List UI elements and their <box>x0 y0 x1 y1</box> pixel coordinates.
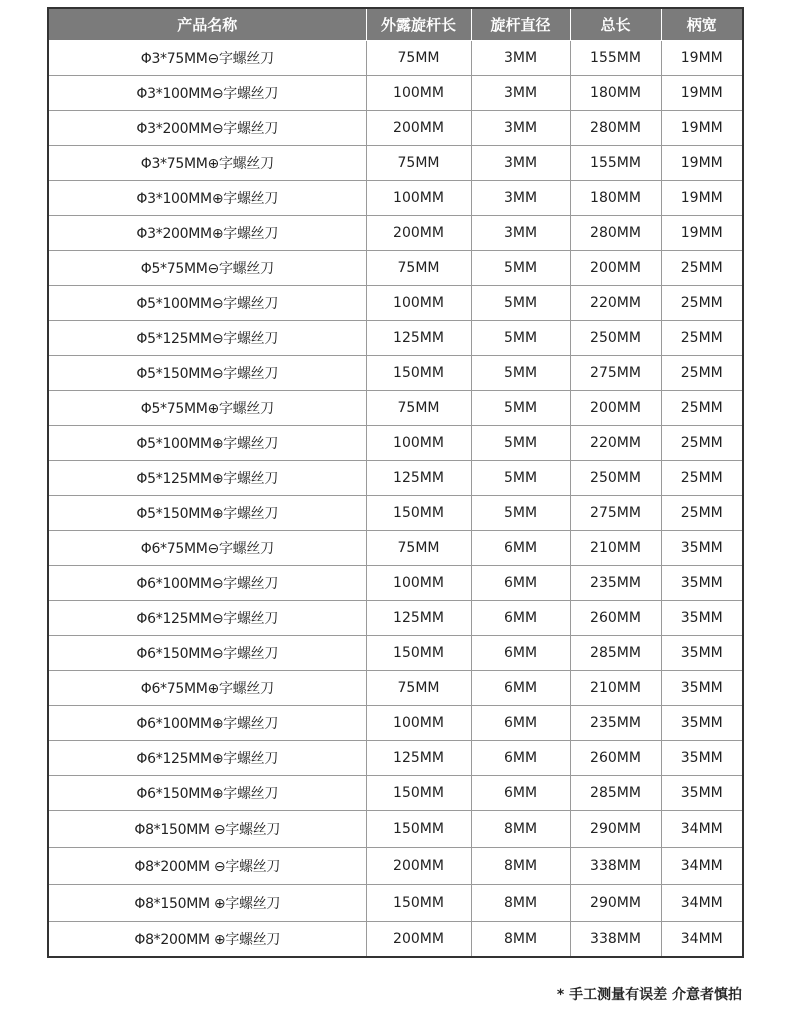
total-length-cell: 155MM <box>570 41 661 76</box>
total-length-cell: 250MM <box>570 461 661 496</box>
total-length-cell: 285MM <box>570 776 661 811</box>
table-row <box>48 251 743 286</box>
exposed-length-cell: 200MM <box>366 216 471 251</box>
table-row <box>48 601 743 636</box>
product-name-cell: Φ3*200MM⊕字螺丝刀 <box>48 216 366 251</box>
product-name-cell: Φ5*75MM⊕字螺丝刀 <box>48 391 366 426</box>
exposed-length-cell: 200MM <box>366 111 471 146</box>
total-length-cell: 200MM <box>570 251 661 286</box>
table-body <box>48 41 743 958</box>
product-name-cell: Φ6*125MM⊖字螺丝刀 <box>48 601 366 636</box>
table-row <box>48 356 743 391</box>
handle-width-cell: 19MM <box>661 181 743 216</box>
handle-width-cell: 25MM <box>661 356 743 391</box>
total-length-cell: 338MM <box>570 922 661 958</box>
table-row <box>48 426 743 461</box>
table-row <box>48 391 743 426</box>
total-length-cell: 338MM <box>570 848 661 885</box>
table-row <box>48 216 743 251</box>
product-name-cell: Φ5*150MM⊖字螺丝刀 <box>48 356 366 391</box>
table-row <box>48 461 743 496</box>
diameter-cell: 6MM <box>471 601 570 636</box>
product-name-cell: Φ5*75MM⊖字螺丝刀 <box>48 251 366 286</box>
total-length-cell: 260MM <box>570 601 661 636</box>
diameter-cell: 5MM <box>471 461 570 496</box>
handle-width-cell: 35MM <box>661 601 743 636</box>
handle-width-cell: 34MM <box>661 848 743 885</box>
product-name-cell: Φ3*100MM⊖字螺丝刀 <box>48 76 366 111</box>
table-row <box>48 496 743 531</box>
exposed-length-cell: 75MM <box>366 41 471 76</box>
header-total-length: 总长 <box>570 8 661 41</box>
spec-table <box>47 7 744 958</box>
table-row <box>48 41 743 76</box>
header-shaft-diameter: 旋杆直径 <box>471 8 570 41</box>
handle-width-cell: 19MM <box>661 41 743 76</box>
table-row <box>48 286 743 321</box>
product-name-cell: Φ5*150MM⊕字螺丝刀 <box>48 496 366 531</box>
diameter-cell: 8MM <box>471 885 570 922</box>
diameter-cell: 3MM <box>471 111 570 146</box>
product-name-cell: Φ8*200MM ⊕字螺丝刀 <box>48 922 366 958</box>
exposed-length-cell: 100MM <box>366 426 471 461</box>
diameter-cell: 5MM <box>471 391 570 426</box>
handle-width-cell: 19MM <box>661 76 743 111</box>
exposed-length-cell: 125MM <box>366 321 471 356</box>
total-length-cell: 275MM <box>570 496 661 531</box>
handle-width-cell: 34MM <box>661 811 743 848</box>
diameter-cell: 5MM <box>471 251 570 286</box>
table-row <box>48 922 743 958</box>
header-product-name: 产品名称 <box>48 8 366 41</box>
product-name-cell: Φ3*75MM⊖字螺丝刀 <box>48 41 366 76</box>
total-length-cell: 210MM <box>570 671 661 706</box>
table-row <box>48 811 743 848</box>
product-name-cell: Φ8*150MM ⊖字螺丝刀 <box>48 811 366 848</box>
exposed-length-cell: 125MM <box>366 461 471 496</box>
product-name-cell: Φ6*125MM⊕字螺丝刀 <box>48 741 366 776</box>
diameter-cell: 8MM <box>471 811 570 848</box>
diameter-cell: 5MM <box>471 286 570 321</box>
total-length-cell: 250MM <box>570 321 661 356</box>
table-row <box>48 531 743 566</box>
product-name-cell: Φ5*100MM⊕字螺丝刀 <box>48 426 366 461</box>
handle-width-cell: 25MM <box>661 286 743 321</box>
exposed-length-cell: 150MM <box>366 356 471 391</box>
exposed-length-cell: 100MM <box>366 706 471 741</box>
product-name-cell: Φ3*200MM⊖字螺丝刀 <box>48 111 366 146</box>
total-length-cell: 260MM <box>570 741 661 776</box>
total-length-cell: 290MM <box>570 885 661 922</box>
exposed-length-cell: 150MM <box>366 496 471 531</box>
handle-width-cell: 35MM <box>661 706 743 741</box>
diameter-cell: 3MM <box>471 181 570 216</box>
product-name-cell: Φ3*75MM⊕字螺丝刀 <box>48 146 366 181</box>
exposed-length-cell: 100MM <box>366 76 471 111</box>
product-name-cell: Φ3*100MM⊕字螺丝刀 <box>48 181 366 216</box>
handle-width-cell: 35MM <box>661 566 743 601</box>
exposed-length-cell: 200MM <box>366 922 471 958</box>
table-row <box>48 111 743 146</box>
diameter-cell: 8MM <box>471 922 570 958</box>
exposed-length-cell: 125MM <box>366 741 471 776</box>
diameter-cell: 5MM <box>471 321 570 356</box>
table-row <box>48 885 743 922</box>
product-name-cell: Φ5*100MM⊖字螺丝刀 <box>48 286 366 321</box>
exposed-length-cell: 150MM <box>366 776 471 811</box>
handle-width-cell: 25MM <box>661 251 743 286</box>
diameter-cell: 6MM <box>471 706 570 741</box>
table-row <box>48 636 743 671</box>
exposed-length-cell: 150MM <box>366 636 471 671</box>
table-row <box>48 671 743 706</box>
total-length-cell: 285MM <box>570 636 661 671</box>
product-name-cell: Φ6*100MM⊕字螺丝刀 <box>48 706 366 741</box>
total-length-cell: 220MM <box>570 286 661 321</box>
table-header <box>48 8 743 41</box>
exposed-length-cell: 100MM <box>366 181 471 216</box>
product-name-cell: Φ6*75MM⊕字螺丝刀 <box>48 671 366 706</box>
diameter-cell: 6MM <box>471 566 570 601</box>
diameter-cell: 6MM <box>471 636 570 671</box>
header-exposed-shaft-length: 外露旋杆长 <box>366 8 471 41</box>
handle-width-cell: 25MM <box>661 461 743 496</box>
handle-width-cell: 25MM <box>661 426 743 461</box>
total-length-cell: 280MM <box>570 216 661 251</box>
handle-width-cell: 19MM <box>661 216 743 251</box>
product-name-cell: Φ6*75MM⊖字螺丝刀 <box>48 531 366 566</box>
product-name-cell: Φ8*200MM ⊖字螺丝刀 <box>48 848 366 885</box>
product-name-cell: Φ8*150MM ⊕字螺丝刀 <box>48 885 366 922</box>
diameter-cell: 6MM <box>471 776 570 811</box>
handle-width-cell: 25MM <box>661 391 743 426</box>
exposed-length-cell: 150MM <box>366 811 471 848</box>
handle-width-cell: 35MM <box>661 671 743 706</box>
total-length-cell: 290MM <box>570 811 661 848</box>
handle-width-cell: 19MM <box>661 111 743 146</box>
product-name-cell: Φ5*125MM⊕字螺丝刀 <box>48 461 366 496</box>
exposed-length-cell: 75MM <box>366 146 471 181</box>
total-length-cell: 220MM <box>570 426 661 461</box>
exposed-length-cell: 75MM <box>366 531 471 566</box>
total-length-cell: 180MM <box>570 76 661 111</box>
handle-width-cell: 35MM <box>661 776 743 811</box>
total-length-cell: 155MM <box>570 146 661 181</box>
table-row <box>48 321 743 356</box>
handle-width-cell: 25MM <box>661 321 743 356</box>
total-length-cell: 280MM <box>570 111 661 146</box>
diameter-cell: 6MM <box>471 671 570 706</box>
table-row <box>48 848 743 885</box>
product-name-cell: Φ6*150MM⊖字螺丝刀 <box>48 636 366 671</box>
product-name-cell: Φ6*100MM⊖字螺丝刀 <box>48 566 366 601</box>
header-handle-width: 柄宽 <box>661 8 743 41</box>
handle-width-cell: 19MM <box>661 146 743 181</box>
diameter-cell: 5MM <box>471 356 570 391</box>
handle-width-cell: 34MM <box>661 922 743 958</box>
header-row <box>48 8 743 41</box>
exposed-length-cell: 100MM <box>366 566 471 601</box>
diameter-cell: 3MM <box>471 76 570 111</box>
table-row <box>48 741 743 776</box>
total-length-cell: 200MM <box>570 391 661 426</box>
table-row <box>48 76 743 111</box>
table-row <box>48 776 743 811</box>
measurement-note: * 手工测量有误差 介意者慎拍 <box>556 987 742 1003</box>
product-name-cell: Φ6*150MM⊕字螺丝刀 <box>48 776 366 811</box>
handle-width-cell: 25MM <box>661 496 743 531</box>
handle-width-cell: 35MM <box>661 531 743 566</box>
total-length-cell: 275MM <box>570 356 661 391</box>
handle-width-cell: 35MM <box>661 636 743 671</box>
total-length-cell: 210MM <box>570 531 661 566</box>
handle-width-cell: 34MM <box>661 885 743 922</box>
table-row <box>48 706 743 741</box>
product-name-cell: Φ5*125MM⊖字螺丝刀 <box>48 321 366 356</box>
diameter-cell: 3MM <box>471 146 570 181</box>
exposed-length-cell: 200MM <box>366 848 471 885</box>
diameter-cell: 8MM <box>471 848 570 885</box>
table-row <box>48 146 743 181</box>
diameter-cell: 5MM <box>471 426 570 461</box>
diameter-cell: 5MM <box>471 496 570 531</box>
exposed-length-cell: 150MM <box>366 885 471 922</box>
exposed-length-cell: 125MM <box>366 601 471 636</box>
exposed-length-cell: 75MM <box>366 391 471 426</box>
diameter-cell: 6MM <box>471 741 570 776</box>
table-row <box>48 181 743 216</box>
exposed-length-cell: 75MM <box>366 671 471 706</box>
diameter-cell: 3MM <box>471 41 570 76</box>
exposed-length-cell: 75MM <box>366 251 471 286</box>
total-length-cell: 180MM <box>570 181 661 216</box>
diameter-cell: 6MM <box>471 531 570 566</box>
total-length-cell: 235MM <box>570 566 661 601</box>
total-length-cell: 235MM <box>570 706 661 741</box>
handle-width-cell: 35MM <box>661 741 743 776</box>
exposed-length-cell: 100MM <box>366 286 471 321</box>
table-row <box>48 566 743 601</box>
diameter-cell: 3MM <box>471 216 570 251</box>
